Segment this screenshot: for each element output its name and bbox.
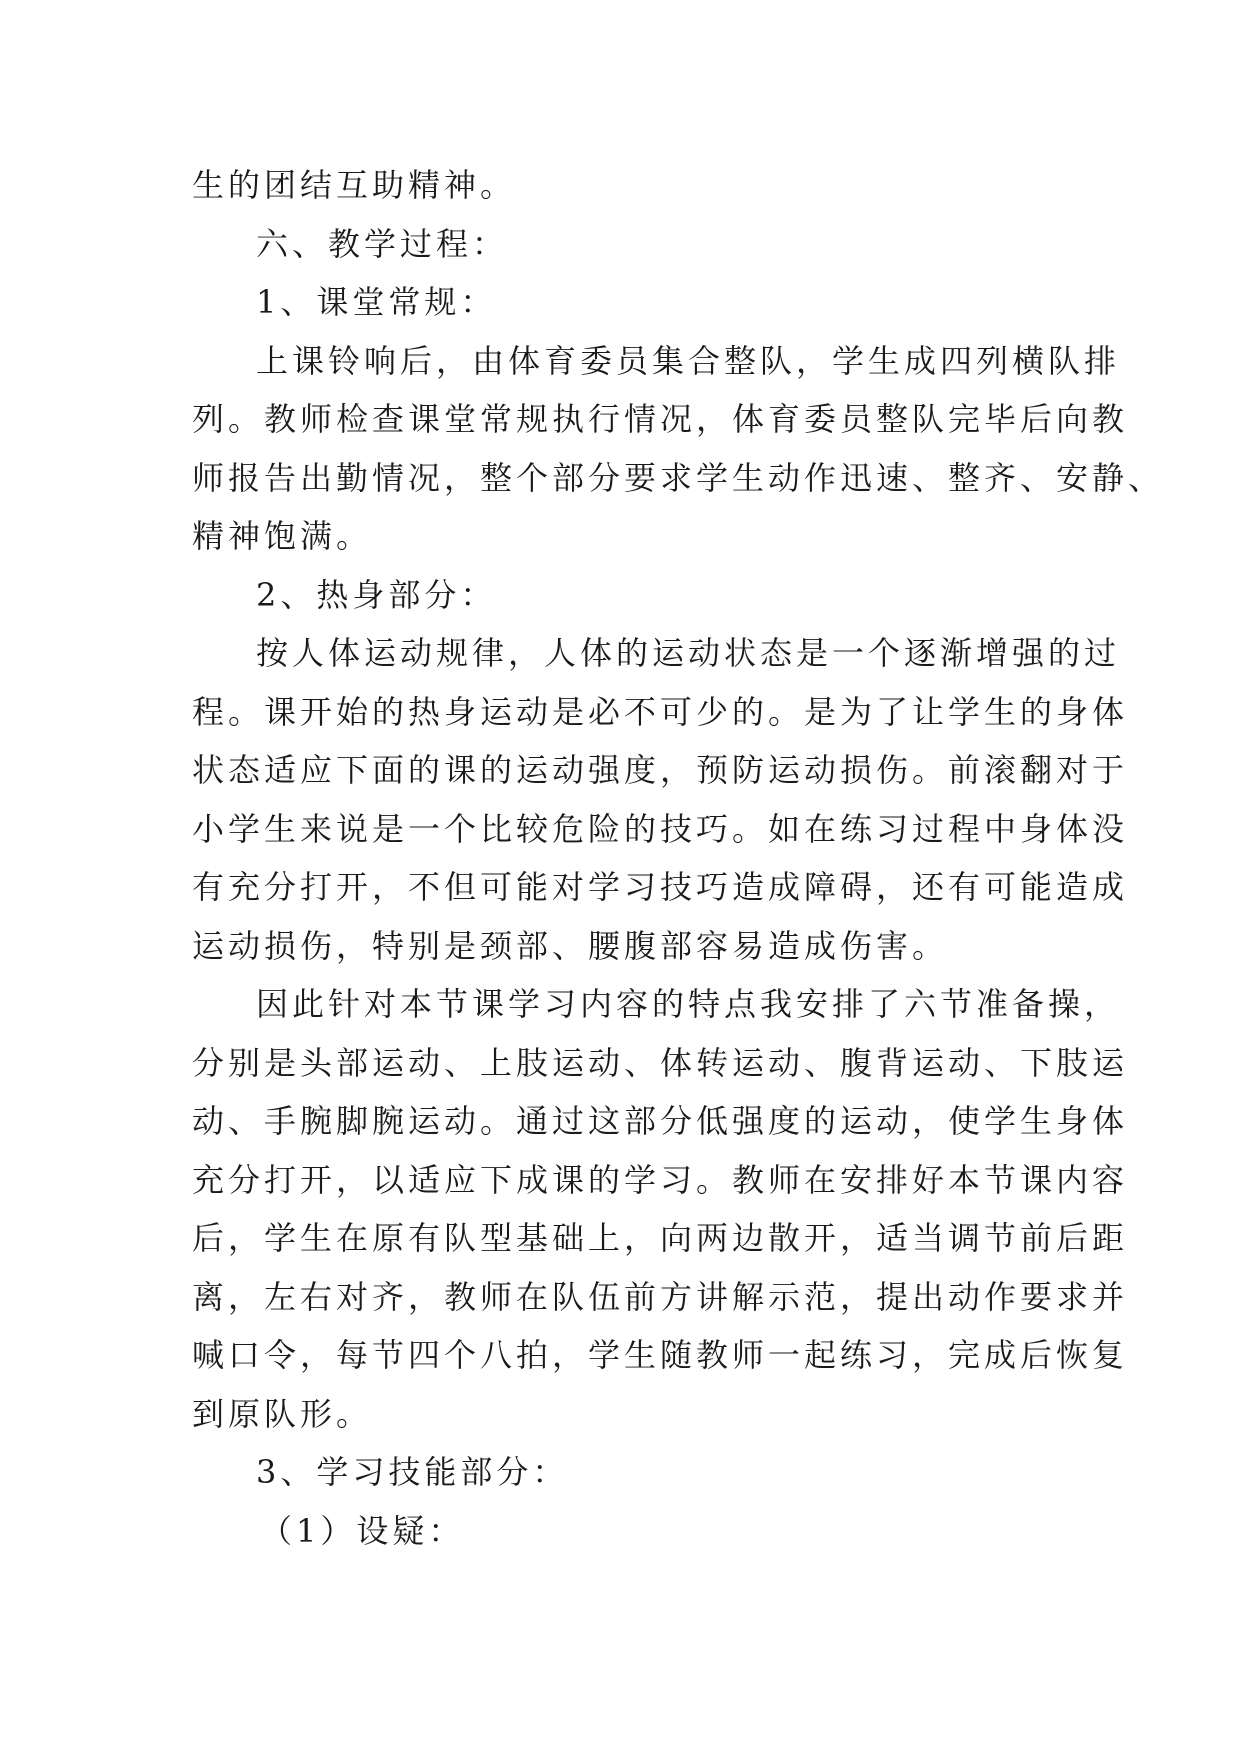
subsection-heading: 3、学习技能部分： [256,1453,569,1491]
paragraph-line: 喊口令，每节四个八拍，学生随教师一起练习，完成后恢复 [192,1336,1129,1374]
section-heading: 六、教学过程： [256,224,509,263]
paragraph-line: 师报告出勤情况，整个部分要求学生动作迅速、整齐、安静、 [192,458,1165,497]
subsection-heading: 2、热身部分： [256,575,497,614]
paragraph-line: 小学生来说是一个比较危险的技巧。如在练习过程中身体没 [192,809,1129,848]
paragraph-line: 状态适应下面的课的运动强度，预防运动损伤。前滚翻对于 [192,751,1129,789]
paragraph-line: 分别是头部运动、上肢运动、体转运动、腹背运动、下肢运 [192,1043,1129,1082]
paragraph-line: 动、手腕脚腕运动。通过这部分低强度的运动，使学生身体 [192,1102,1129,1140]
paragraph-line: 程。课开始的热身运动是必不可少的。是为了让学生的身体 [192,692,1129,731]
paragraph-line: 生的团结互助精神。 [192,166,517,204]
subsection-heading: 1、课堂常规： [256,283,497,321]
subsection-heading: （1）设疑： [260,1511,465,1550]
paragraph-line: 上课铃响后，由体育委员集合整队，学生成四列横队排 [256,341,1121,380]
paragraph-line: 精神饱满。 [192,517,373,555]
document-page [192,156,1165,1560]
paragraph-line: 运动损伤，特别是颈部、腰腹部容易造成伤害。 [192,926,949,965]
paragraph-line: 有充分打开，不但可能对学习技巧造成障碍，还有可能造成 [192,868,1129,906]
paragraph-line: 充分打开，以适应下成课的学习。教师在安排好本节课内容 [192,1160,1129,1199]
paragraph-line: 到原队形。 [192,1394,373,1433]
paragraph-line: 按人体运动规律，人体的运动状态是一个逐渐增强的过 [256,634,1121,672]
paragraph-line: 因此针对本节课学习内容的特点我安排了六节准备操， [256,985,1121,1023]
paragraph-line: 离，左右对齐，教师在队伍前方讲解示范，提出动作要求并 [192,1277,1129,1316]
paragraph-line: 后，学生在原有队型基础上，向两边散开，适当调节前后距 [192,1219,1129,1257]
paragraph-line: 列。教师检查课堂常规执行情况，体育委员整队完毕后向教 [192,400,1129,438]
